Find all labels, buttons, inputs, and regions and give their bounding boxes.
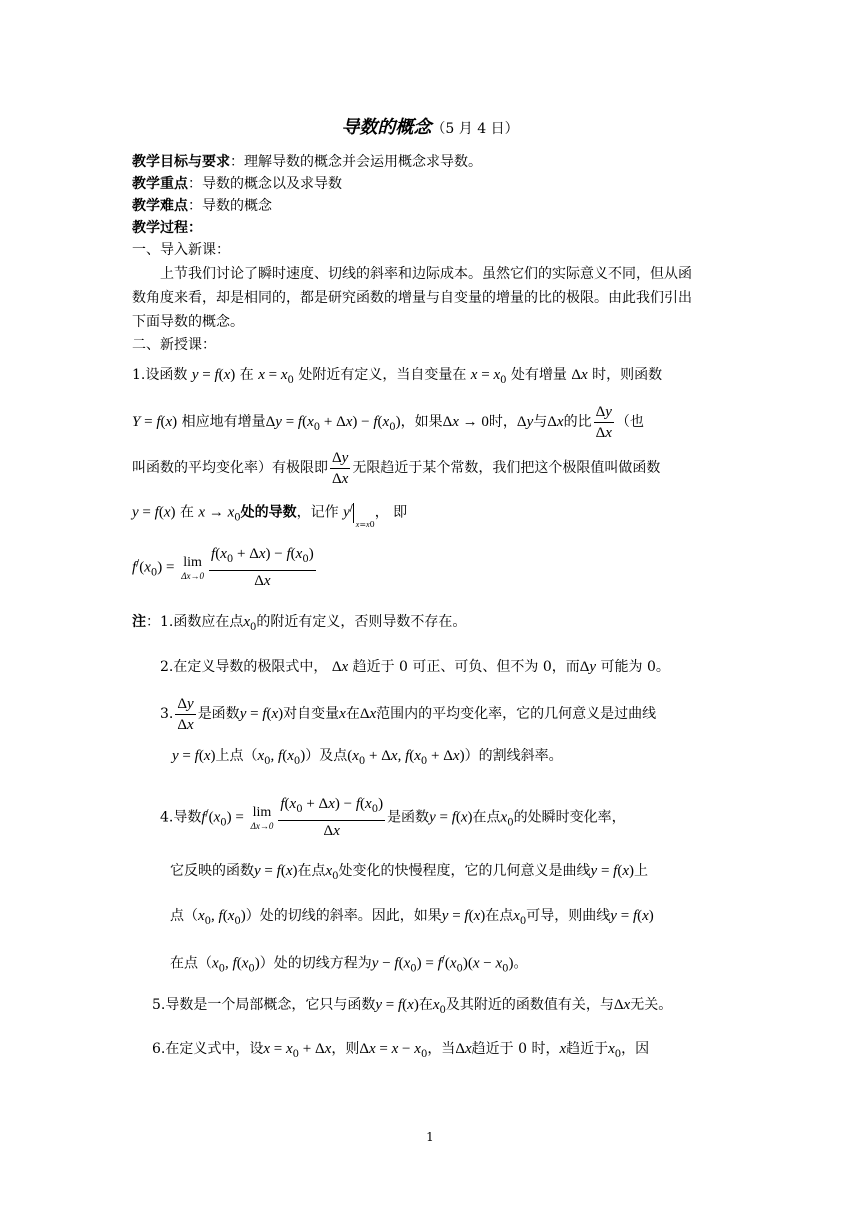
title-date: （5 月 4 日） [431, 121, 519, 137]
key-text: ：导数的概念以及求导数 [188, 176, 342, 192]
note-1: 注：1.函数应在点$x_0$的附近有定义，否则导数不存在。 [132, 614, 467, 633]
note-4-line3: 点（$x_0$, $f(x_0)$）处的切线的斜率。因此，如果y = f(x)在点$x_0$可导，则曲线y = f(x) [170, 908, 654, 927]
goal-label: 教学目标与要求 [132, 154, 230, 170]
definition-line2: Y = f(x) 相应地有增量$\Delta y = f(x_0 + \Delta x) - f(x_0)$，如果Δx → 0时，Δy与Δx的比 $\frac{\Delta y}{\Delta x}$ （也 [132, 403, 644, 441]
title-main: 导数的概念 [341, 117, 432, 138]
section1-para-line2: 数角度来看，却是相同的，都是研究函数的增量与自变量的增量的比的极限。由此我们引出 [132, 290, 692, 306]
note-6: 6.在定义式中，设$x = x_0 + \Delta x$，则$\Delta x = x - x_0$，当Δx趋近于 0 时，x趋近于$x_0$，因 [152, 1041, 650, 1060]
definition-line3: 叫函数的平均变化率）有极限即 $\frac{\Delta y}{\Delta x}$ 无限趋近于某个常数，我们把这个极限值叫做函数 [132, 449, 661, 487]
section1-heading: 一、导入新课： [132, 242, 230, 258]
note-2: 2.在定义导数的极限式中， Δx 趋近于 0 可正、可负、但不为 0，而Δy 可能为 0。 [160, 659, 670, 675]
note-4-line1: 4.导数$f^/(x_0)$ = lim Δx→0 $\frac{f(x_0 + \Delta x) - f(x_0)}{\Delta x}$ 是函数y = f(x)在点$x_0$的处瞬时变化率， [160, 796, 626, 840]
definition-line4: y = f(x) 在 $x \to x_0$处的导数，记作 y/x=x0， 即 [132, 504, 408, 529]
section1-para-line3: 下面导数的概念。 [132, 314, 244, 330]
note-5: 5.导数是一个局部概念，它只与函数y = f(x)在$x_0$及其附近的函数值有关，与Δx无关。 [152, 997, 673, 1016]
derivative-formula: $f^/(x_0)$ = lim Δx→0 $\frac{f(x_0 + \Delta x) - f(x_0)}{\Delta x}$ [132, 546, 314, 590]
goal-text: ：理解导数的概念并会运用概念求导数。 [230, 154, 482, 170]
teaching-goal [132, 152, 482, 172]
document-title [0, 118, 860, 139]
key-label: 教学重点 [132, 176, 188, 192]
difficulty-label: 教学难点 [132, 198, 188, 214]
note-3-line1: 3. $\frac{\Delta y}{\Delta x}$ 是函数y = f(x)对自变量x在Δx范围内的平均变化率，它的几何意义是过曲线 [160, 695, 657, 733]
section2-heading: 二、新授课： [132, 337, 216, 353]
page-number: 1 [426, 1130, 434, 1144]
difficulty-text: ：导数的概念 [188, 198, 272, 214]
process-label: 教学过程： [132, 220, 202, 236]
note-4-line2: 它反映的函数y = f(x)在点$x_0$处变化的快慢程度，它的几何意义是曲线y = f(x)上 [170, 863, 649, 882]
teaching-difficulty [132, 196, 272, 216]
section1-para-line1: 上节我们讨论了瞬时速度、切线的斜率和边际成本。虽然它们的实际意义不同，但从函 [160, 266, 692, 282]
note-3-line2: y = f(x)上点（$x_0$, $f(x_0)$）及点($x_0 + \Delta x$, $f(x_0 + \Delta x)$）的割线斜率。 [172, 748, 563, 767]
definition-line1: 1.设函数 y = f(x) 在 $x = x_0$ 处附近有定义，当自变量在 $x = x_0$ 处有增量 Δx 时，则函数 [132, 367, 663, 386]
note-4-line4: 在点（$x_0$, $f(x_0)$）处的切线方程为$y - f(x_0) = f^/(x_0)(x - x_0)$。 [170, 955, 528, 975]
teaching-key [132, 174, 342, 194]
